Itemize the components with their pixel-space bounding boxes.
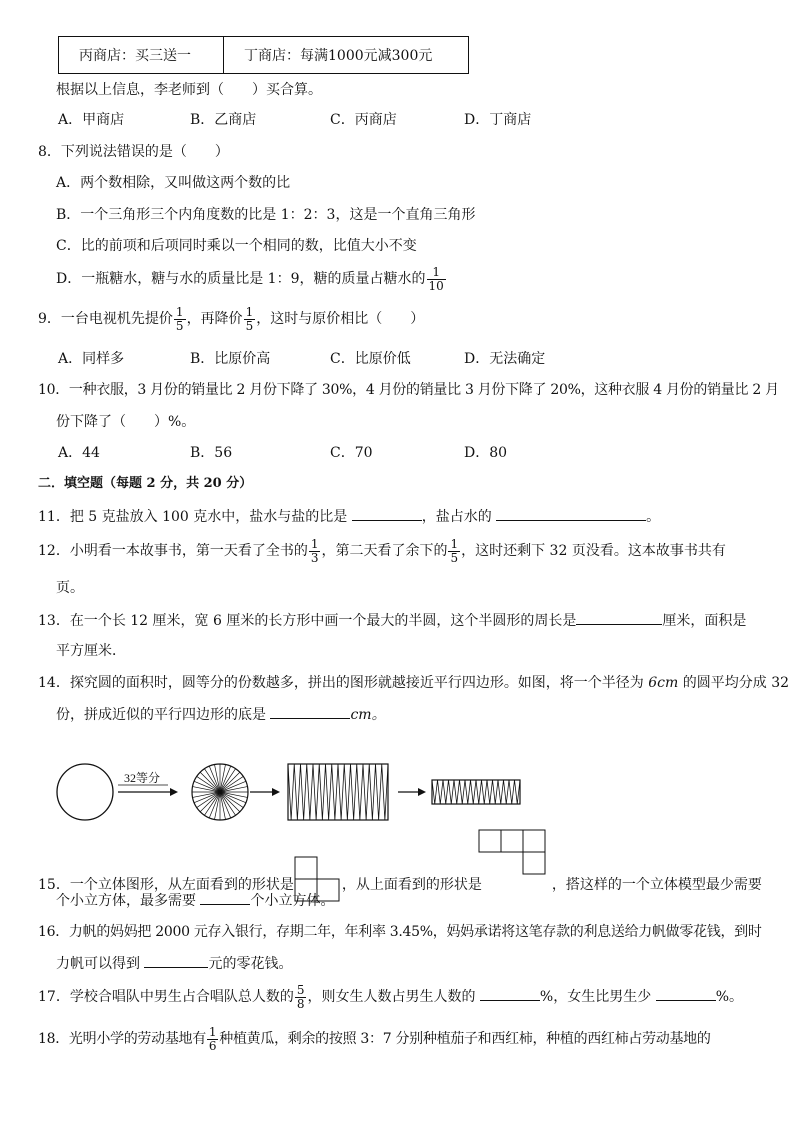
q16-blank[interactable] bbox=[144, 953, 208, 968]
q14-blank[interactable] bbox=[270, 704, 350, 719]
section-2-title: 二．填空题（每题 2 分，共 20 分） bbox=[38, 476, 253, 491]
q17-fraction bbox=[295, 984, 307, 1011]
q17-line bbox=[38, 980, 764, 1014]
q9-option-d: D．无法确定 bbox=[464, 351, 546, 367]
q8-option-b: B．一个三角形三个内角度数的比是 1：2：3，这是一个直角三角形 bbox=[56, 207, 476, 223]
q18-frac-num: 1 bbox=[208, 1024, 217, 1039]
q9-text-2: ，再降价 bbox=[186, 311, 243, 327]
q7-option-a: A．甲商店 bbox=[58, 112, 125, 128]
q15-line-2 bbox=[56, 890, 764, 911]
q8-option-d-text: D．一瓶糖水，糖与水的质量比是 1：9，糖的质量占糖水的 bbox=[56, 271, 426, 287]
top-view-square-4 bbox=[523, 852, 545, 874]
q13-text-2: 厘米，面积是 bbox=[662, 613, 747, 629]
q7-option-c: C．丙商店 bbox=[330, 112, 397, 128]
q17-blank-2[interactable] bbox=[656, 986, 716, 1001]
q12-fraction-2 bbox=[448, 538, 460, 565]
q18-frac-den: 6 bbox=[208, 1038, 217, 1053]
q8-option-c: C．比的前项和后项同时乘以一个相同的数，比值大小不变 bbox=[56, 238, 417, 254]
q13-line-1 bbox=[38, 610, 764, 631]
q17-frac-num: 5 bbox=[296, 982, 305, 997]
large-parallelogram-strips bbox=[288, 764, 388, 820]
q8-stem: 8．下列说法错误的是（ ） bbox=[38, 144, 229, 160]
q15-blank[interactable] bbox=[200, 890, 250, 905]
q8-frac-den: 10 bbox=[428, 278, 444, 293]
q16-line-1: 16．力帆的妈妈把 2000 元存入银行，存期二年，年利率 3.45%，妈妈承诺将这笔存款的利息送给力帆做零花钱，到时 bbox=[38, 924, 762, 940]
q12-line-2: 页。 bbox=[56, 580, 84, 596]
q12-fraction-1 bbox=[309, 538, 321, 565]
left-view-square-top bbox=[295, 857, 317, 879]
q9-frac1-den: 5 bbox=[175, 318, 184, 333]
q14-text-2: 的圆平均分成 32 bbox=[678, 675, 790, 691]
q12-text-1: 12．小明看一本故事书，第一天看了全书的 bbox=[38, 543, 308, 559]
small-parallelogram-strips bbox=[432, 780, 520, 804]
q8-option-d bbox=[56, 262, 764, 296]
shop-cell-d: 丁商店：每满1000元减300元 bbox=[224, 37, 469, 74]
q9-fraction-1 bbox=[174, 306, 186, 333]
q12-line-1 bbox=[38, 534, 764, 568]
q11-blank-1[interactable] bbox=[352, 506, 422, 521]
q17-text-4: %。 bbox=[715, 989, 743, 1005]
q14-line-1 bbox=[38, 673, 790, 693]
q17-text-2: ，则女生人数占男生人数的 bbox=[307, 989, 480, 1005]
q18-line bbox=[38, 1022, 764, 1056]
divided-circle bbox=[192, 764, 248, 820]
shop-table bbox=[58, 36, 469, 74]
q18-fraction bbox=[207, 1026, 218, 1053]
q9-option-a: A．同样多 bbox=[58, 351, 125, 367]
q8-fraction bbox=[427, 266, 446, 293]
q10-option-a: A．44 bbox=[58, 445, 100, 461]
q12-frac1-den: 3 bbox=[310, 550, 319, 565]
q18-text-2: 种植黄瓜，剩余的按照 3：7 分别种植茄子和西红柿，种植的西红柿占劳动基地的 bbox=[219, 1031, 711, 1047]
q15-text-5: 个小立方体。 bbox=[250, 893, 335, 909]
q9-option-b: B．比原价高 bbox=[190, 351, 271, 367]
top-view-square-2 bbox=[501, 830, 523, 852]
q9-text-1: 9．一台电视机先提价 bbox=[38, 311, 173, 327]
q7-option-b: B．乙商店 bbox=[190, 112, 257, 128]
shop-cell-c: 丙商店：买三送一 bbox=[59, 37, 224, 74]
q8-option-a: A．两个数相除，又叫做这两个数的比 bbox=[56, 175, 291, 191]
top-view-square-3 bbox=[523, 830, 545, 852]
q14-text-3: 份，拼成近似的平行四边形的底是 bbox=[56, 707, 271, 723]
q11-text-1: 11．把 5 克盐放入 100 克水中，盐水与盐的比是 bbox=[38, 509, 352, 525]
arrow-2-head bbox=[272, 788, 280, 796]
arrow-1-head bbox=[170, 788, 178, 796]
q9-frac1-num: 1 bbox=[175, 304, 184, 319]
q17-text-3: %，女生比男生少 bbox=[539, 989, 656, 1005]
whole-circle bbox=[57, 764, 113, 820]
q8-frac-num: 1 bbox=[427, 266, 446, 280]
q16-line-2 bbox=[56, 953, 764, 974]
q14-unit-cm: cm。 bbox=[350, 707, 386, 723]
q12-text-3: ，这时还剩下 32 页没看。这本故事书共有 bbox=[461, 543, 726, 559]
q11-text-2: ，盐占水的 bbox=[421, 509, 497, 525]
q9-stem bbox=[38, 302, 764, 336]
q10-line-1: 10．一种衣服，3 月份的销量比 2 月份下降了 30%，4 月份的销量比 3 月份下降了 20%，这种衣服 4 月份的销量比 2 月 bbox=[38, 382, 779, 398]
large-parallelogram-zigzag bbox=[288, 764, 388, 820]
q14-figure-label: 32等分 bbox=[124, 771, 161, 785]
small-parallelogram-zigzag bbox=[432, 780, 520, 804]
q15-text-2: ，从上面看到的形状是 bbox=[341, 877, 482, 893]
q13-blank-1[interactable] bbox=[576, 610, 662, 625]
q18-text-1: 18．光明小学的劳动基地有 bbox=[38, 1031, 206, 1047]
q14-line-2 bbox=[56, 704, 764, 725]
q12-frac2-den: 5 bbox=[450, 550, 459, 565]
q13-line-2: 平方厘米． bbox=[56, 643, 126, 659]
q11-blank-2[interactable] bbox=[496, 506, 646, 521]
q11-line bbox=[38, 506, 764, 527]
q15-text-1: 15．一个立体图形，从左面看到的形状是 bbox=[38, 877, 294, 893]
q14-figure bbox=[50, 752, 590, 832]
q7-stem: 根据以上信息，李老师到（ ）买合算。 bbox=[56, 82, 322, 98]
q14-text-1: 14．探究圆的面积时，圆等分的份数越多，拼出的图形就越接近平行四边形。如图，将一个半径为 bbox=[38, 675, 649, 691]
q17-frac-den: 8 bbox=[296, 996, 305, 1011]
q10-option-b: B．56 bbox=[190, 445, 233, 461]
q17-text-1: 17．学校合唱队中男生占合唱队总人数的 bbox=[38, 989, 294, 1005]
q9-fraction-2 bbox=[244, 306, 256, 333]
q10-line-2: 份下降了（ ）%。 bbox=[56, 414, 196, 430]
q11-text-3: 。 bbox=[646, 509, 661, 525]
q16-text-1: 力帆可以得到 bbox=[56, 956, 145, 972]
q12-frac2-num: 1 bbox=[450, 536, 459, 551]
q12-text-2: ，第二天看了余下的 bbox=[321, 543, 448, 559]
q9-text-3: ，这时与原价相比（ ） bbox=[256, 311, 425, 327]
q7-option-d: D．丁商店 bbox=[464, 112, 532, 128]
top-view-shape bbox=[478, 829, 548, 875]
q13-text-1: 13．在一个长 12 厘米，宽 6 厘米的长方形中画一个最大的半圆，这个半圆形的周长是 bbox=[38, 613, 577, 629]
q15-text-4: 个小立方体，最多需要 bbox=[56, 893, 201, 909]
q14-radius-unit: 6cm bbox=[648, 675, 679, 691]
arrow-3-head bbox=[418, 788, 426, 796]
q12-frac1-num: 1 bbox=[310, 536, 319, 551]
q17-blank-1[interactable] bbox=[480, 986, 540, 1001]
q9-frac2-num: 1 bbox=[245, 304, 254, 319]
q10-option-c: C．70 bbox=[330, 445, 373, 461]
q16-text-2: 元的零花钱。 bbox=[208, 956, 293, 972]
q10-option-d: D．80 bbox=[464, 445, 508, 461]
q9-option-c: C．比原价低 bbox=[330, 351, 411, 367]
q15-text-3: ，搭这样的一个立体模型最少需要 bbox=[551, 877, 762, 893]
top-view-square-1 bbox=[479, 830, 501, 852]
q9-frac2-den: 5 bbox=[245, 318, 254, 333]
